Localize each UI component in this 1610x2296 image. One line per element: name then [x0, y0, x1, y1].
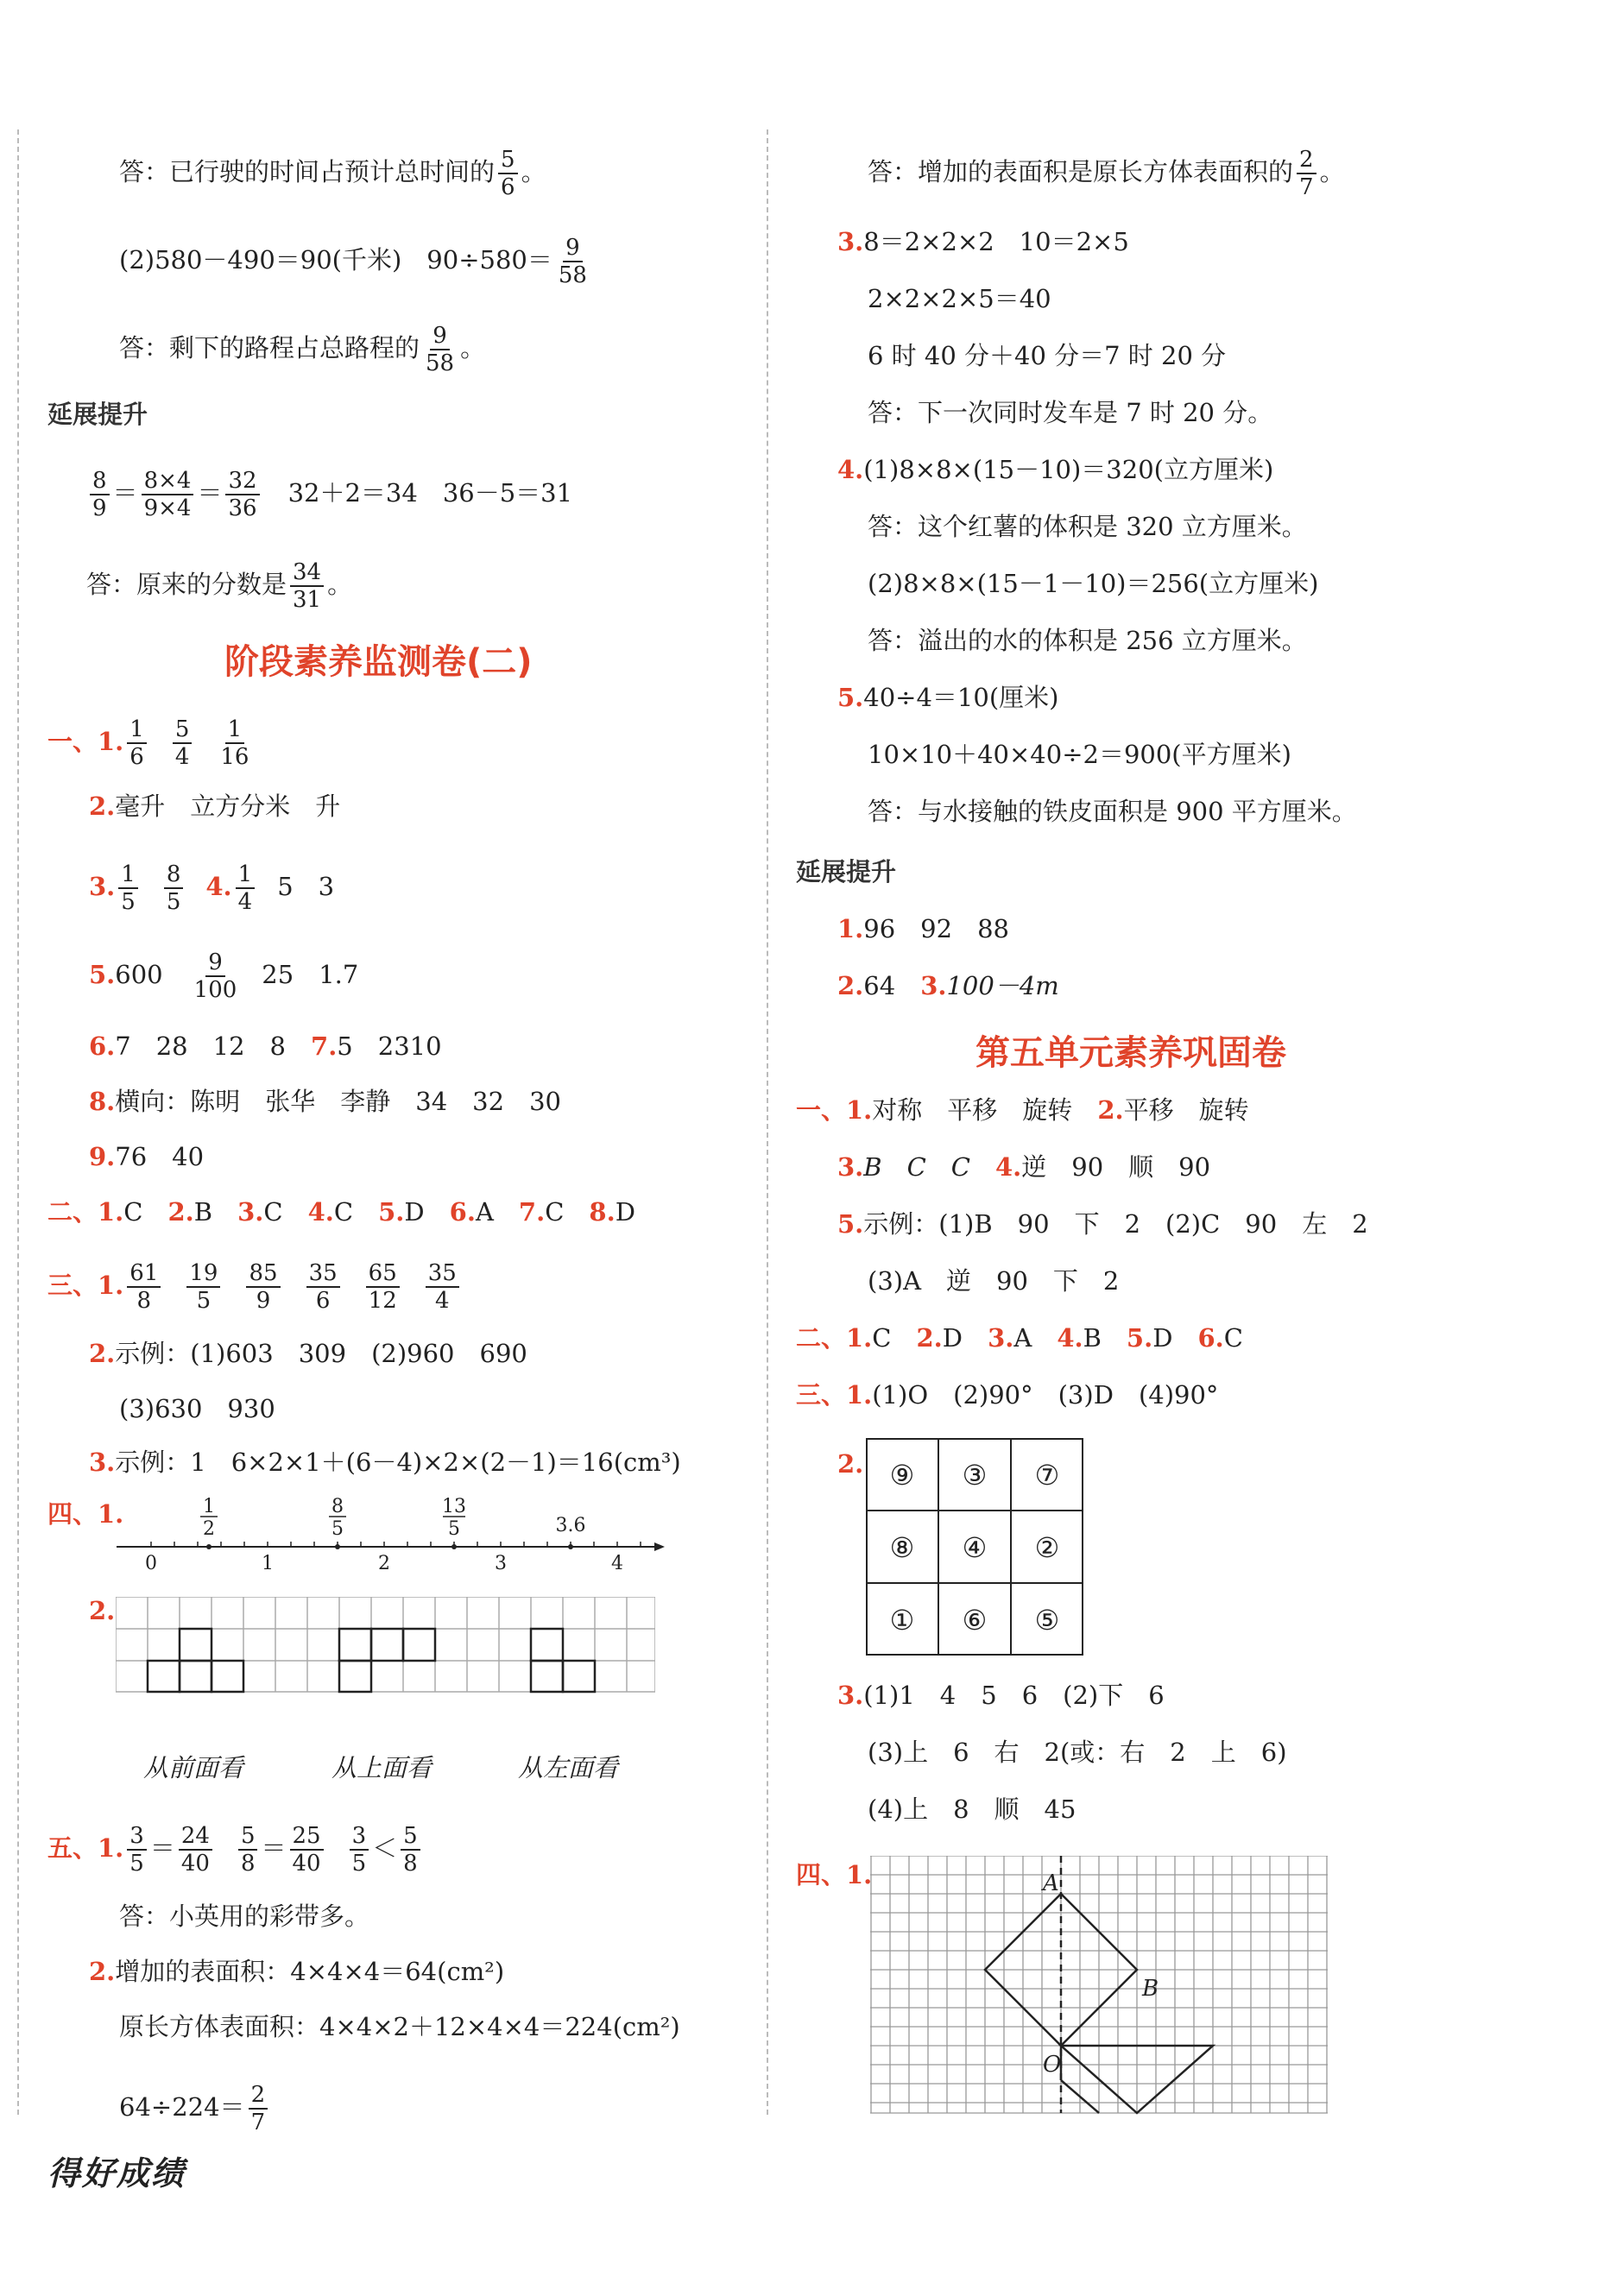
denominator: 16	[220, 744, 249, 770]
cube	[563, 1661, 595, 1692]
fraction	[164, 861, 184, 915]
s5-q2	[89, 1954, 504, 1989]
r-s4-label: 四、1.	[796, 1860, 873, 1889]
numerator: 35	[306, 1260, 340, 1288]
label: 1.	[837, 914, 864, 943]
label: 三、1.	[47, 1271, 124, 1300]
r1: 答：增加的表面积是原长方体表面积的 $\frac{2}{7}$ 。	[868, 147, 1345, 200]
denominator: 5	[166, 889, 181, 915]
fraction	[142, 468, 194, 521]
text: 示例：(1)603 309 (2)960 690	[115, 1339, 527, 1368]
label: 6.	[1197, 1323, 1224, 1353]
denominator: 6	[129, 744, 144, 770]
numerator: 1	[118, 861, 138, 889]
cube	[531, 1661, 563, 1692]
numerator: 8×4	[142, 468, 194, 495]
fraction	[218, 716, 251, 770]
text: 逆 90 顺 90	[1021, 1152, 1211, 1182]
r-ext1	[837, 911, 1009, 946]
label: 3.	[237, 1197, 264, 1227]
point	[451, 1544, 457, 1549]
view-label-left: 从左面看	[518, 1753, 619, 1782]
choice: A	[475, 1197, 494, 1227]
choice: C	[123, 1197, 143, 1227]
r-s2-row	[796, 1321, 1243, 1355]
text: 600	[115, 960, 163, 989]
numerator: 9	[430, 323, 450, 350]
label: 二、1.	[47, 1197, 124, 1227]
text: 40÷4＝10(厘米)	[863, 683, 1059, 712]
views-grid	[116, 1597, 655, 1709]
arrow	[654, 1542, 665, 1551]
denominator: 9×4	[143, 495, 192, 521]
right-ext-heading: 延展提升	[796, 857, 897, 886]
denominator: 4	[435, 1288, 450, 1314]
numerator: 5	[498, 147, 518, 174]
label: 3.	[89, 872, 116, 901]
numerator: 5	[238, 1823, 258, 1851]
denominator: 5	[351, 1851, 367, 1877]
r-q3	[837, 224, 1129, 259]
numerator: 65	[366, 1260, 400, 1288]
s1-q1	[47, 716, 255, 770]
label: 3.	[988, 1323, 1014, 1353]
grid-cell: ①	[889, 1604, 915, 1637]
numerator: 3	[127, 1823, 147, 1851]
label: 4.	[837, 455, 864, 484]
denominator: 36	[228, 495, 257, 521]
denominator: 9	[256, 1288, 271, 1314]
s3-q2b: (3)630 930	[119, 1394, 275, 1423]
label: 五、1.	[47, 1833, 124, 1863]
label: 4.	[995, 1152, 1022, 1182]
label: 9.	[89, 1142, 116, 1171]
fraction	[426, 1260, 459, 1314]
text: 毫升 立方分米 升	[115, 792, 341, 821]
label: 5.	[1126, 1323, 1153, 1353]
r-s3-q3c: (4)上 8 顺 45	[868, 1795, 1076, 1824]
tick-0: 0	[145, 1553, 157, 1574]
r-s3-q3b: (3)上 6 右 2(或：右 2 上 6)	[868, 1738, 1287, 1767]
fraction	[238, 1823, 258, 1877]
label: 3.	[837, 1681, 864, 1710]
fraction	[90, 468, 110, 521]
s1-q3	[89, 861, 334, 915]
r-ext2	[837, 968, 1059, 1003]
label: 6.	[89, 1031, 116, 1061]
s5-q1: 五、1. $\frac{3}{5}$ ＝ $\frac{24}{40}$ $\frac{5}{8}$ ＝ $\frac{25}{40}$ $\frac{3}{5}$ ＜ $\frac{5}{8}$	[47, 1823, 424, 1877]
grid-cell: ⑨	[889, 1459, 915, 1492]
cube	[403, 1629, 435, 1661]
denominator: 100	[193, 977, 237, 1003]
number-grid	[866, 1438, 1083, 1656]
fraction	[401, 1823, 420, 1877]
label: 4.	[1057, 1323, 1083, 1353]
s2-row	[47, 1195, 635, 1229]
text: (1)O (2)90° (3)D (4)90°	[872, 1380, 1219, 1410]
text: 64÷224＝	[119, 2092, 245, 2122]
text: B C C	[863, 1152, 970, 1182]
fraction	[366, 1260, 400, 1314]
point-label-a: A	[1043, 1870, 1059, 1896]
mark-3-6: 3.6	[555, 1515, 586, 1536]
right-section-title: 第五单元素养巩固卷	[975, 1033, 1286, 1073]
fraction	[127, 1260, 161, 1314]
denominator: 7	[1299, 174, 1314, 200]
fraction	[556, 235, 590, 288]
numerator: 19	[186, 1260, 220, 1288]
fraction	[249, 2082, 268, 2135]
r-s1	[796, 1093, 1249, 1127]
denominator: 4	[174, 744, 190, 770]
point-label-o: O	[1043, 2052, 1062, 2078]
fraction	[498, 147, 518, 200]
label: 5.	[378, 1197, 405, 1227]
text: 5 3	[277, 872, 335, 901]
l3: 答：剩下的路程占总路程的 $\frac{9}{58}$ 。	[119, 323, 486, 376]
s1-q9	[89, 1139, 204, 1174]
grid-cell: ③	[962, 1459, 988, 1492]
fraction	[225, 468, 259, 521]
label: 8.	[589, 1197, 616, 1227]
cube	[339, 1661, 371, 1692]
grid-cell: ②	[1034, 1531, 1060, 1564]
cube	[212, 1661, 243, 1692]
cube	[371, 1629, 403, 1661]
numerator: 25	[290, 1823, 324, 1851]
label: 4.	[205, 872, 232, 901]
choice: D	[615, 1197, 635, 1227]
label: 3.	[89, 1448, 116, 1477]
r-s3-q2-label: 2.	[837, 1449, 864, 1479]
text: 答：增加的表面积是原长方体表面积的	[868, 157, 1294, 186]
choice: C	[333, 1197, 354, 1227]
r-q5b: 10×10＋40×40÷2＝900(平方厘米)	[868, 740, 1291, 769]
l2-text: (2)580－490＝90(千米) 90÷580＝	[119, 245, 552, 274]
s3-q1	[47, 1260, 463, 1314]
numerator: 8	[90, 468, 110, 495]
r-q4d: 答：溢出的水的体积是 256 立方厘米。	[868, 626, 1307, 655]
r-q3c: 6 时 40 分＋40 分＝7 时 20 分	[868, 341, 1227, 370]
grid-cell: ⑤	[1034, 1604, 1060, 1637]
grid-cell: ⑥	[962, 1604, 988, 1637]
numerator: 1	[225, 716, 245, 744]
number-line	[104, 1493, 673, 1588]
text: (1)8×8×(15－10)＝320(立方厘米)	[863, 455, 1274, 484]
grid-lines	[870, 1856, 1328, 2113]
denominator: 12	[368, 1288, 397, 1314]
label: 7.	[518, 1197, 546, 1227]
denominator: 8	[403, 1851, 418, 1877]
r-q3b: 2×2×2×5＝40	[868, 284, 1051, 313]
text: 示例：1 6×2×1＋(6－4)×2×(2－1)＝16(cm³)	[115, 1448, 681, 1477]
text: 96 92 88	[863, 914, 1009, 943]
choice: C	[545, 1197, 565, 1227]
mark-num: 13	[442, 1496, 466, 1517]
ext-answer-text: 答：原来的分数是	[86, 570, 287, 599]
fraction	[246, 1260, 280, 1314]
grid-lines	[116, 1597, 655, 1692]
label: 5.	[89, 960, 116, 989]
numerator: 8	[164, 861, 184, 889]
text: (1)1 4 5 6 (2)下 6	[863, 1681, 1165, 1710]
grid-cell: ⑦	[1034, 1459, 1060, 1492]
s5-q2b: 原长方体表面积：4×4×2＋12×4×4＝224(cm²)	[119, 2012, 680, 2041]
label: 3.	[837, 1152, 864, 1182]
label: 2.	[89, 792, 116, 821]
s1-q6	[89, 1029, 442, 1063]
grid-cell: ④	[962, 1531, 988, 1564]
rotation-figure	[870, 1856, 1328, 2115]
denominator: 8	[240, 1851, 256, 1877]
s3-q2	[89, 1336, 527, 1371]
label: 5.	[837, 683, 864, 712]
cube	[180, 1661, 212, 1692]
choice: D	[404, 1197, 425, 1227]
fraction	[186, 1260, 220, 1314]
text: 76 40	[115, 1142, 205, 1171]
label: 4.	[307, 1197, 334, 1227]
cube	[339, 1629, 371, 1661]
choice: C	[263, 1197, 283, 1227]
denominator: 58	[558, 262, 587, 288]
text: 增加的表面积：4×4×4＝64(cm²)	[115, 1957, 505, 1986]
mark-den: 5	[448, 1518, 460, 1540]
r-s3-q3	[837, 1678, 1165, 1713]
denominator: 5	[129, 1851, 144, 1877]
denominator: 5	[121, 889, 136, 915]
mark-num: 8	[331, 1496, 344, 1517]
denominator: 40	[292, 1851, 321, 1877]
label: 2.	[89, 1339, 116, 1368]
view-label-front: 从前面看	[143, 1753, 244, 1782]
fraction	[423, 323, 457, 376]
denominator: 7	[250, 2110, 266, 2135]
denominator: 31	[293, 587, 322, 613]
numerator: 35	[426, 1260, 459, 1288]
numerator: 2	[1297, 147, 1316, 174]
fraction	[127, 716, 147, 770]
s3-q3	[89, 1445, 681, 1479]
fraction	[127, 1823, 147, 1877]
text: 7 28 12 8	[115, 1031, 286, 1061]
numerator: 1	[236, 861, 256, 889]
text: 25 1.7	[262, 960, 359, 989]
s5-q2c	[119, 2082, 271, 2135]
denominator: 8	[136, 1288, 152, 1314]
text: 示例：(1)B 90 下 2 (2)C 90 左 2	[863, 1209, 1368, 1239]
point	[568, 1544, 573, 1549]
s1-q2	[89, 789, 340, 823]
point-label-b: B	[1142, 1976, 1159, 2002]
label: 二、1.	[796, 1323, 873, 1353]
r-q4	[837, 452, 1273, 487]
text: 100－4m	[946, 971, 1059, 1000]
r-s1-q5	[837, 1207, 1368, 1241]
tick-2: 2	[378, 1553, 390, 1574]
tick-4: 4	[611, 1553, 623, 1574]
fraction	[290, 1823, 324, 1877]
cube	[531, 1629, 563, 1661]
r-q5	[837, 680, 1058, 715]
label: 2.	[1097, 1095, 1124, 1125]
r-q4c: (2)8×8×(15－1－10)＝256(立方厘米)	[868, 569, 1319, 598]
choice: D	[942, 1323, 963, 1353]
cube	[180, 1629, 212, 1661]
r-q5c: 答：与水接触的铁皮面积是 900 平方厘米。	[868, 797, 1357, 826]
label: 3.	[920, 971, 947, 1000]
point	[206, 1544, 212, 1549]
grid-cell: ⑧	[889, 1531, 915, 1564]
fraction	[118, 861, 138, 915]
left-ext-heading: 延展提升	[47, 400, 148, 429]
numerator: 9	[563, 235, 583, 262]
choice: B	[1083, 1323, 1102, 1353]
denominator: 40	[180, 1851, 210, 1877]
column-divider	[767, 129, 768, 2115]
denominator: 6	[315, 1288, 331, 1314]
text: 8＝2×2×2 10＝2×5	[863, 227, 1129, 256]
label: 5.	[837, 1209, 864, 1239]
s4-label: 四、1.	[47, 1499, 124, 1529]
fraction	[236, 861, 256, 915]
numerator: 2	[249, 2082, 268, 2110]
denominator: 9	[92, 495, 107, 521]
denominator: 4	[237, 889, 253, 915]
denominator: 58	[426, 350, 455, 376]
footer-brand: 得好成绩	[47, 2154, 186, 2192]
text: 平移 旋转	[1123, 1095, 1249, 1125]
fraction	[179, 1823, 212, 1877]
fraction	[173, 716, 193, 770]
l1-text: 答：已行驶的时间占预计总时间的	[119, 157, 496, 186]
s1-q8	[89, 1084, 561, 1119]
r-q4b: 答：这个红薯的体积是 320 立方厘米。	[868, 512, 1307, 541]
l2	[119, 235, 593, 288]
l3-text: 答：剩下的路程占总路程的	[119, 333, 420, 363]
r-q3d: 答：下一次同时发车是 7 时 20 分。	[868, 398, 1273, 427]
label: 一、1.	[796, 1095, 873, 1125]
label: 6.	[449, 1197, 476, 1227]
numerator: 9	[205, 949, 225, 977]
choice: D	[1152, 1323, 1173, 1353]
fraction	[1297, 147, 1316, 200]
numerator: 61	[127, 1260, 161, 1288]
numerator: 34	[290, 559, 324, 587]
view-label-top: 从上面看	[331, 1753, 432, 1782]
mark-num: 1	[203, 1496, 215, 1517]
label: 7.	[311, 1031, 338, 1061]
text: 5 2310	[337, 1031, 442, 1061]
point	[335, 1544, 340, 1549]
mark-den: 5	[331, 1518, 344, 1540]
numerator: 1	[127, 716, 147, 744]
left-section-title: 阶段素养监测卷(二)	[224, 642, 533, 682]
r-s1-q5b: (3)A 逆 90 下 2	[868, 1266, 1120, 1296]
denominator: 6	[501, 174, 515, 200]
numerator: 3	[350, 1823, 369, 1851]
s4-q2-label: 2.	[89, 1596, 116, 1625]
fraction	[350, 1823, 369, 1877]
r-s1-q3	[837, 1150, 1210, 1184]
numerator: 32	[225, 468, 259, 495]
choice: A	[1013, 1323, 1032, 1353]
label: 2.	[837, 971, 864, 1000]
choice: C	[1223, 1323, 1243, 1353]
left-border	[17, 129, 19, 2115]
choice: C	[872, 1323, 892, 1353]
label: 一、1.	[47, 727, 124, 756]
text: 横向：陈明 张华 李静 34 32 30	[115, 1087, 561, 1116]
r-s3	[796, 1378, 1218, 1412]
numerator: 24	[179, 1823, 212, 1851]
choice: B	[193, 1197, 213, 1227]
numerator: 5	[401, 1823, 420, 1851]
ext-rest: 32＋2＝34 36－5＝31	[287, 478, 573, 508]
fraction	[290, 559, 324, 613]
label: 2.	[89, 1957, 116, 1986]
s5-answer: 答：小英用的彩带多。	[119, 1902, 370, 1931]
cube	[148, 1661, 180, 1692]
l1: 答：已行驶的时间占预计总时间的 $\frac{5}{6}$ 。	[119, 147, 546, 200]
label: 三、1.	[796, 1380, 873, 1410]
label: 3.	[837, 227, 864, 256]
fraction	[192, 949, 240, 1003]
ext-eq: $\frac{8}{9}$ ＝ $\frac{8\times 4}{9\times 4}$ ＝ $\frac{32}{36}$ 32＋2＝34 36－5＝31	[86, 468, 572, 521]
numerator: 85	[246, 1260, 280, 1288]
tick-1: 1	[262, 1553, 274, 1574]
label: 8.	[89, 1087, 116, 1116]
text: 64	[863, 971, 896, 1000]
fraction	[306, 1260, 340, 1314]
mark-den: 2	[203, 1518, 215, 1540]
s1-q5	[89, 949, 358, 1003]
text: 对称 平移 旋转	[872, 1095, 1073, 1125]
ext-answer: 答：原来的分数是 $\frac{34}{31}$ 。	[86, 559, 353, 613]
denominator: 5	[196, 1288, 212, 1314]
label: 2.	[167, 1197, 194, 1227]
label: 2.	[916, 1323, 943, 1353]
tick-3: 3	[495, 1553, 507, 1574]
numerator: 5	[173, 716, 193, 744]
